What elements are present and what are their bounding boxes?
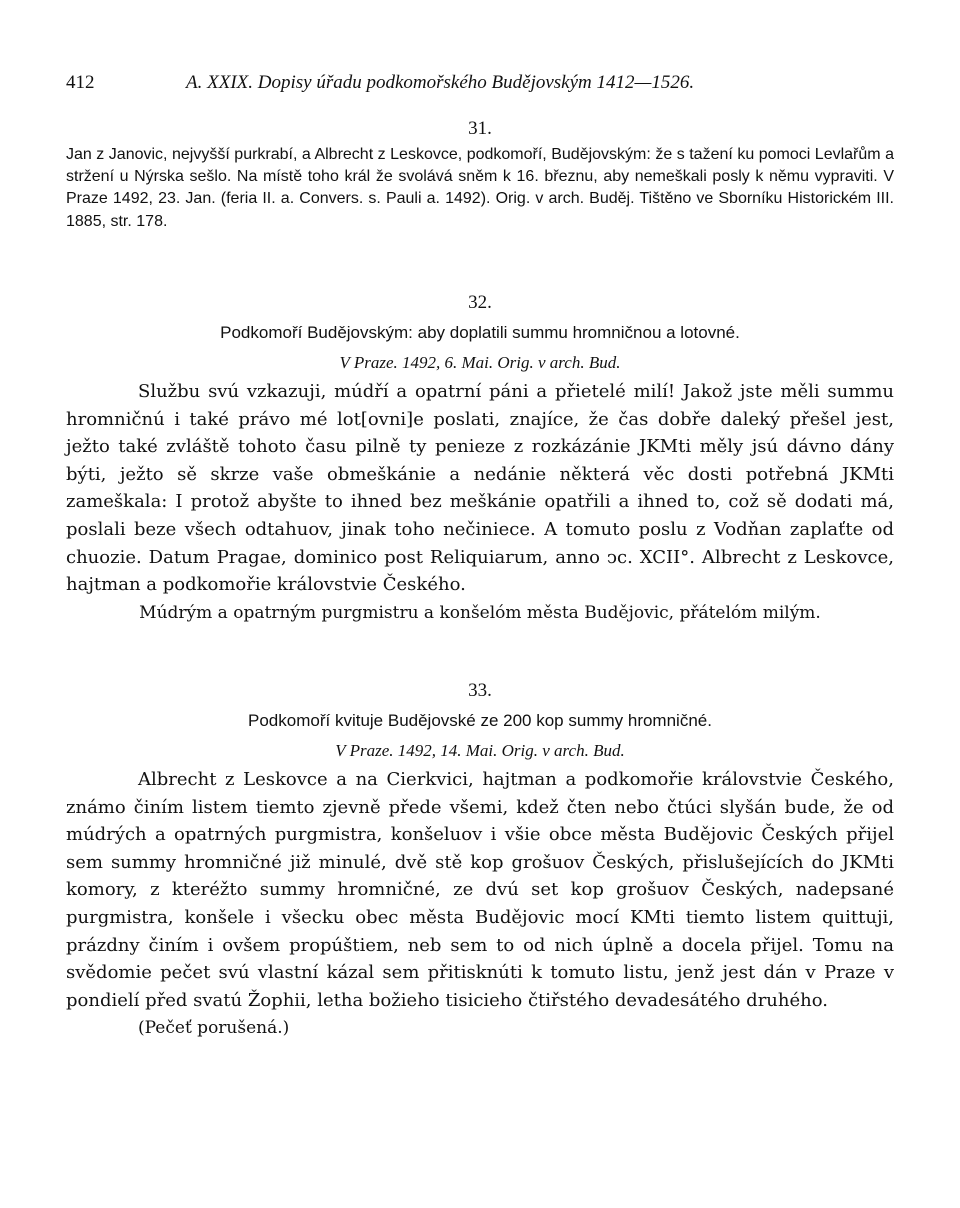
document-number: 32. (468, 292, 492, 313)
document-number: 33. (468, 680, 492, 701)
document-body: Albrecht z Leskovce a na Cierkvici, hajtman a podkomořie královstvie Českého, známo činím listem tiemto zjevně přede všemi, kdež čten nebo čtúci slyšán bude, že od múdrých a opatrných purgmistra, konšeluov i všie obce města Budějovic Českých přijel sem summy hromničné již minulé, dvě stě kop grošuov Českých, přislušejících do JKMti komory, z kteréžto summy hromničné, ze dvú set kop grošuov Českých, nadepsané purgmistra, konšele i všecku obec města Budějovic mocí KMti tiemto listem quittuji, prázdny činím i ovšem propúštiem, neb sem to od nich úplně a docela přijel. Tomu na svědomie pečet svú vlastní kázal sem přitisknúti k tomuto listu, jenž jest dán v Praze v pondielí před svatú Žophii, letha božieho tisicieho čtiřstého devadesátého druhého. (66, 769, 894, 1011)
document-regest: Podkomoří kvituje Budějovské ze 200 kop summy hromničné. (248, 711, 712, 730)
page-header (66, 72, 894, 100)
document-address: Múdrým a opatrným purgmistru a konšelóm města Budějovic, přátelóm milým. (139, 602, 821, 623)
document-dating: V Praze. 1492, 6. Mai. Orig. v arch. Bud. (339, 353, 621, 372)
document-regest: Jan z Janovic, nejvyšší purkrabí, a Albrecht z Leskovce, podkomoří, Budějovským: že s tažení ku pomoci Levlařům a stržení u Nýrska sešlo. Na místě toho král že svolává sněm k 16. březnu, aby nemeškali posly k němu vypraviti. V Praze 1492, 23. Jan. (feria II. a. Convers. s. Pauli a. 1492). Orig. v arch. Buděj. Tištěno ve Sborníku Historickém III. 1885, str. 178. (66, 146, 894, 230)
document-regest: Podkomoří Budějovským: aby doplatili summu hromničnou a lotovné. (220, 323, 740, 342)
document-32 (66, 288, 894, 627)
document-31 (66, 114, 894, 233)
seal-note: (Pečeť porušená.) (138, 1018, 290, 1039)
document-number: 31. (468, 118, 492, 139)
document-33 (66, 676, 894, 1042)
document-body: Službu svú vzkazuji, múdří a opatrní páni a přietelé milí! Jakož jste měli summu hromničnú i také právo mé lot[ovni]e poslati, znajíce, že čas dobře daleký přešel jest, ježto také zvláště tohoto času pilně ty penieze z rozkázánie JKMti měly jsú dávno dány býti, ježto sě skrze vaše obmeškánie a nedánie některá věc dosti potřebná JKMti zameškala: I protož abyšte to ihned bez meškánie opatřili a ihned to, což sě dodati má, poslali beze všech odtahuov, jinak toho nečiniece. A tomuto poslu z Vodňan zaplaťte od chuozie. Datum Pragae, dominico post Reliquiarum, anno ↄc. XCII°. Albrecht z Leskovce, hajtman a podkomořie královstvie Českého. (66, 381, 894, 596)
page-number: 412 (66, 72, 95, 93)
document-dating: V Praze. 1492, 14. Mai. Orig. v arch. Bud. (335, 741, 625, 760)
running-title: A. XXIX. Dopisy úřadu podkomořského Budějovským 1412—1526. (186, 72, 695, 93)
